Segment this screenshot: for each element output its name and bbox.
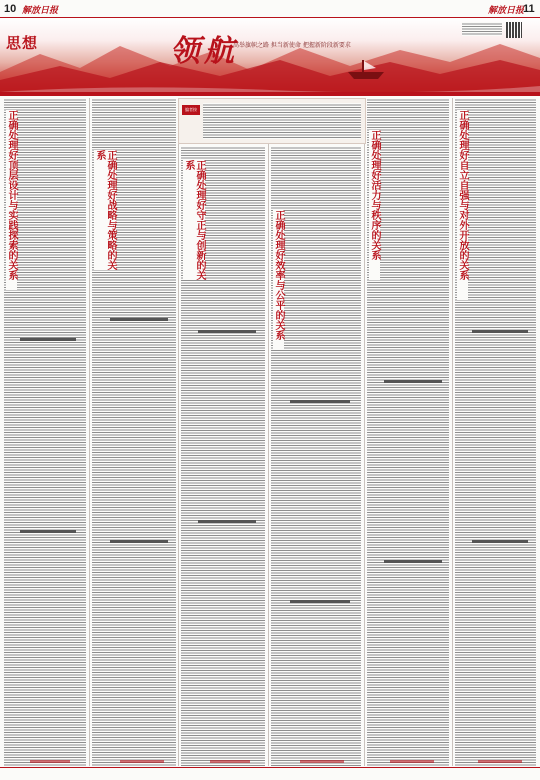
article-title: 正确处理好战略与策略的关系: [94, 150, 116, 270]
banner-slogan: 高举旗帜之路 担当新使命 把握新阶段新要求: [233, 42, 351, 49]
page-footer: [0, 767, 540, 780]
right-masthead-logo: 解放日报: [488, 6, 525, 16]
subheading: [384, 380, 442, 383]
right-page-number: 11: [523, 3, 535, 15]
subheading: [290, 400, 350, 403]
editor-note-text: [203, 103, 361, 139]
qr-code-icon: [506, 22, 522, 38]
subheading: [110, 540, 168, 543]
article-title: 正确处理好守正与创新的关系: [183, 160, 205, 280]
column-divider: [89, 98, 90, 766]
article-body: [271, 146, 361, 766]
author-byline: [300, 760, 344, 763]
subheading: [472, 540, 528, 543]
editor-note-label: 编者按: [182, 105, 200, 115]
author-byline: [120, 760, 164, 763]
section-title: 思想: [6, 34, 39, 52]
editor-note-box: [178, 98, 366, 144]
author-byline: [30, 760, 70, 763]
subheading: [20, 338, 76, 341]
column-divider: [268, 98, 269, 766]
subheading: [290, 600, 350, 603]
banner-headline: 领航: [170, 34, 238, 69]
article-title: 正确处理好活力与秩序的关系: [369, 130, 380, 280]
subheading: [198, 330, 256, 333]
article-title: 正确处理好效率与公平的关系: [273, 210, 284, 350]
article-title: 正确处理好自立自强与对外开放的关系: [457, 110, 468, 300]
subheading: [110, 318, 168, 321]
subheading: [20, 530, 76, 533]
left-masthead-logo: 解放日报: [22, 6, 59, 16]
subheading: [472, 330, 528, 333]
left-page-number: 10: [4, 3, 17, 15]
column-divider: [178, 98, 179, 766]
article-title: 正确处理好顶层设计与实践探索的关系: [6, 110, 17, 290]
column-divider: [452, 98, 453, 766]
subheading: [198, 520, 256, 523]
column-divider: [364, 98, 365, 766]
author-byline: [210, 760, 250, 763]
section-banner: [0, 18, 540, 92]
author-byline: [390, 760, 434, 763]
subheading: [384, 560, 442, 563]
edition-info: [462, 22, 502, 36]
author-byline: [478, 760, 522, 763]
banner-bottom-bar: [0, 92, 540, 96]
